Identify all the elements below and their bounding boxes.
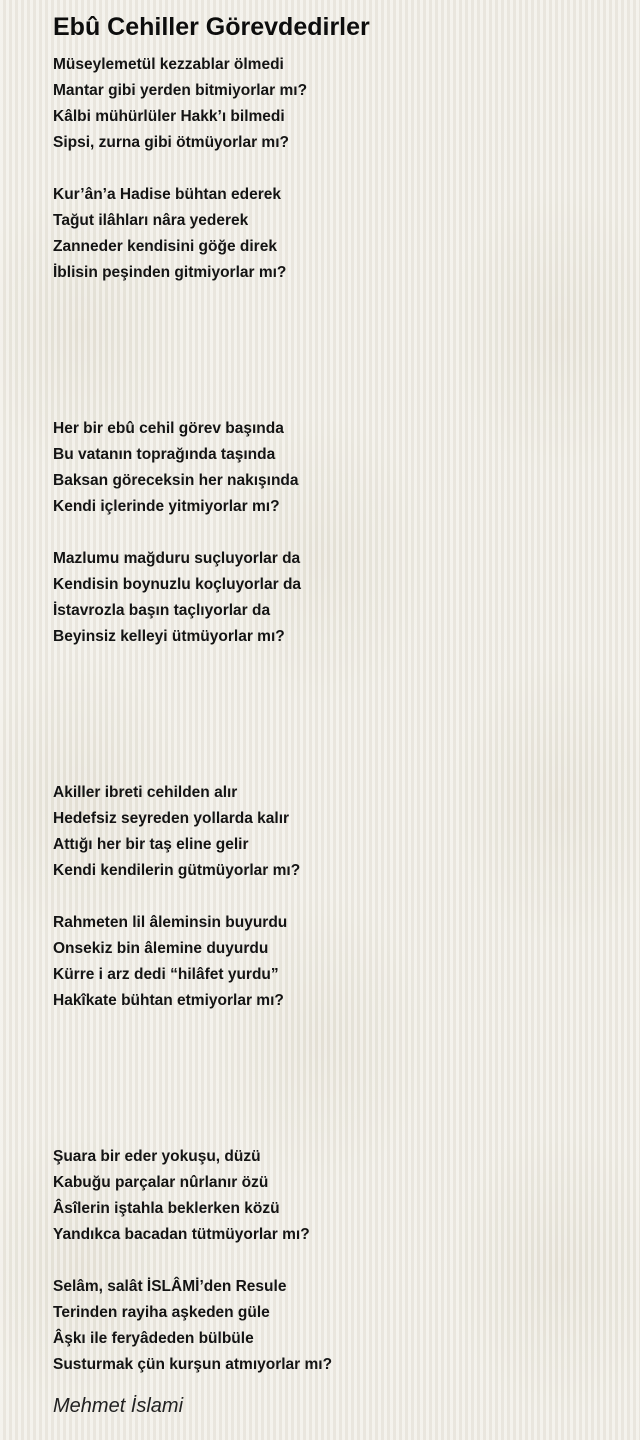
poem-title: Ebû Cehiller Görevdedirler [53,13,370,41]
poem-line: Kâlbi mühürlüler Hakk’ı bilmedi [53,108,285,125]
stanza [53,182,613,286]
stanza [53,416,613,520]
poem-section-2 [53,416,613,650]
poem-line: Kur’ân’a Hadise bühtan ederek [53,186,281,203]
poem-line: Sipsi, zurna gibi ötmüyorlar mı? [53,134,289,151]
stanza-spacer [53,884,613,910]
poem-section-4 [53,1144,613,1378]
poem-line: Kendi kendilerin gütmüyorlar mı? [53,862,301,879]
poem-line: Hakîkate bühtan etmiyorlar mı? [53,992,284,1009]
poem-section-3 [53,780,613,1014]
poem-line: Kabuğu parçalar nûrlanır özü [53,1174,269,1191]
poem-line: Terinden rayiha aşkeden güle [53,1304,270,1321]
poem-line: Onsekiz bin âlemine duyurdu [53,940,269,957]
poem-line: Mazlumu mağduru suçluyorlar da [53,550,301,567]
stanza [53,1144,613,1248]
stanza-spacer [53,156,613,182]
section-spacer [53,286,613,416]
poem-author: Mehmet İslami [53,1395,184,1417]
stanza [53,1274,613,1378]
poem-line: Akiller ibreti cehilden alır [53,784,238,801]
poem-line: Baksan göreceksin her nakışında [53,472,299,489]
poem-line: Müseylemetül kezzablar ölmedi [53,56,284,73]
stanza-spacer [53,520,613,546]
poem-container [53,10,613,1420]
poem-line: Âsîlerin iştahla beklerken közü [53,1200,280,1217]
poem-line: Tağut ilâhları nâra yederek [53,212,249,229]
poem-line: Susturmak çün kurşun atmıyorlar mı? [53,1356,333,1373]
poem-line: Bu vatanın toprağında taşında [53,446,276,463]
poem-line: Hedefsiz seyreden yollarda kalır [53,810,290,827]
poem-line: Mantar gibi yerden bitmiyorlar mı? [53,82,308,99]
poem-line: Âşkı ile feryâdeden bülbüle [53,1330,254,1347]
poem-line: Her bir ebû cehil görev başında [53,420,284,437]
stanza [53,52,613,156]
poem-line: Attığı her bir taş eline gelir [53,836,249,853]
poem-section-1 [53,52,613,286]
stanza [53,780,613,884]
poem-line: Kürre i arz dedi “hilâfet yurdu” [53,966,279,983]
stanza [53,546,613,650]
poem-line: İstavrozla başın taçlıyorlar da [53,602,271,619]
poem-line: Yandıkca bacadan tütmüyorlar mı? [53,1226,310,1243]
poem-line: Zanneder kendisini göğe direk [53,238,277,255]
poem-line: Şuara bir eder yokuşu, düzü [53,1148,261,1165]
poem-line: Selâm, salât İSLÂMİ’den Resule [53,1278,287,1295]
poem-line: Beyinsiz kelleyi ütmüyorlar mı? [53,628,285,645]
section-spacer [53,650,613,780]
poem-line: İblisin peşinden gitmiyorlar mı? [53,264,287,281]
poem-line: Kendisin boynuzlu koçluyorlar da [53,576,302,593]
poem-line: Kendi içlerinde yitmiyorlar mı? [53,498,280,515]
poem-line: Rahmeten lil âleminsin buyurdu [53,914,288,931]
stanza [53,910,613,1014]
stanza-spacer [53,1248,613,1274]
section-spacer [53,1014,613,1144]
